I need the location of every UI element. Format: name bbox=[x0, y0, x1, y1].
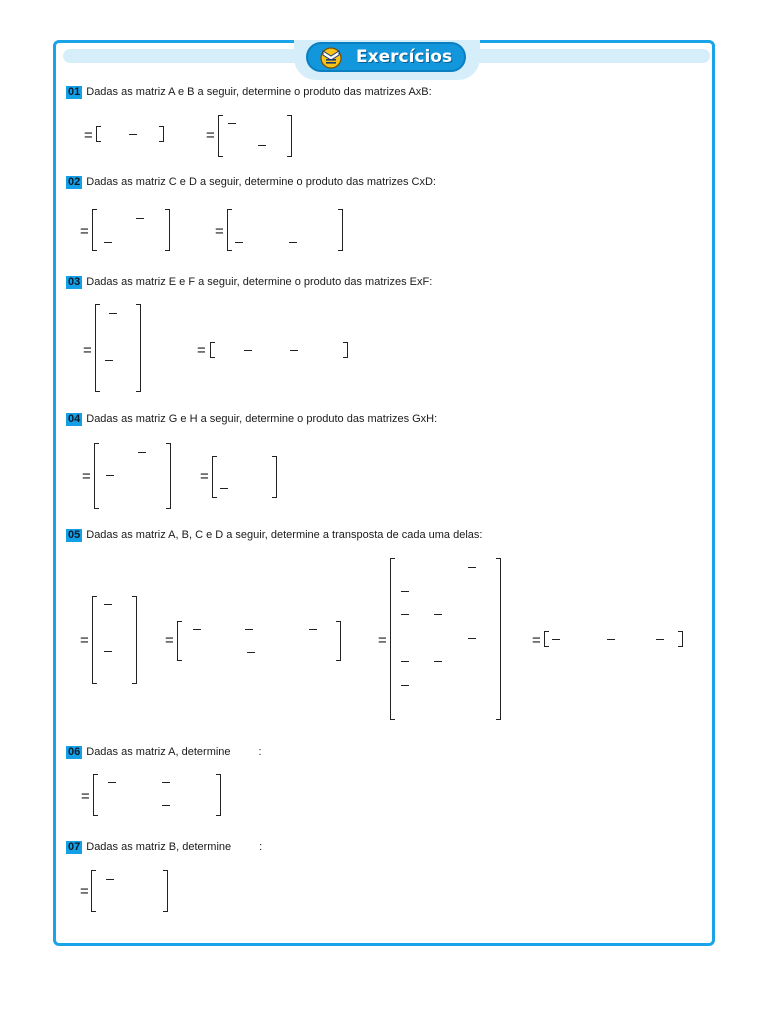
equals-sign: = bbox=[200, 468, 209, 485]
question-5 bbox=[66, 528, 482, 542]
header-band-left bbox=[63, 49, 299, 63]
page-title: Exercícios bbox=[356, 47, 453, 67]
matrix-a bbox=[96, 126, 164, 142]
question-text: Dadas as matriz E e F a seguir, determine o produto das matrizes ExF: bbox=[86, 276, 433, 288]
matrix-g bbox=[94, 443, 171, 509]
question-text: Dadas as matriz G e H a seguir, determine o produto das matrizes GxH: bbox=[86, 413, 438, 425]
question-7 bbox=[66, 840, 262, 854]
question-text: Dadas as matriz B, determine bbox=[86, 841, 232, 853]
equals-sign: = bbox=[165, 632, 174, 649]
matrix-h bbox=[212, 456, 277, 498]
matrix-b-5 bbox=[177, 621, 341, 661]
equals-sign: = bbox=[80, 223, 89, 240]
equals-sign: = bbox=[82, 468, 91, 485]
question-2 bbox=[66, 175, 436, 189]
question-suffix: : bbox=[259, 841, 263, 853]
question-number: 06 bbox=[68, 746, 81, 758]
matrix-c-5 bbox=[390, 558, 501, 720]
question-1 bbox=[66, 85, 432, 99]
equals-sign: = bbox=[206, 127, 215, 144]
matrix-b bbox=[218, 115, 292, 157]
question-6 bbox=[66, 745, 262, 759]
question-number: 02 bbox=[68, 176, 81, 188]
matrix-d-5 bbox=[544, 631, 683, 647]
question-text: Dadas as matriz A e B a seguir, determine o produto das matrizes AxB: bbox=[86, 86, 432, 98]
matrix-f bbox=[210, 342, 348, 358]
question-text: Dadas as matriz A, B, C e D a seguir, determine a transposta de cada uma delas: bbox=[86, 529, 483, 541]
matrix-b-7 bbox=[91, 870, 168, 912]
equals-sign: = bbox=[80, 632, 89, 649]
matrix-a-6 bbox=[93, 774, 221, 816]
book-icon bbox=[320, 47, 342, 69]
question-number: 07 bbox=[68, 841, 81, 853]
question-3 bbox=[66, 275, 432, 289]
question-suffix: : bbox=[258, 746, 262, 758]
question-number: 03 bbox=[68, 276, 81, 288]
matrix-a-5 bbox=[92, 596, 137, 684]
equals-sign: = bbox=[215, 223, 224, 240]
equals-sign: = bbox=[532, 632, 541, 649]
equals-sign: = bbox=[83, 342, 92, 359]
equals-sign: = bbox=[80, 883, 89, 900]
question-text: Dadas as matriz A, determine bbox=[86, 746, 231, 758]
equals-sign: = bbox=[84, 127, 93, 144]
matrix-e bbox=[95, 304, 141, 392]
matrix-c bbox=[92, 209, 170, 251]
header-badge bbox=[306, 42, 466, 72]
equals-sign: = bbox=[378, 632, 387, 649]
question-text: Dadas as matriz C e D a seguir, determine o produto das matrizes CxD: bbox=[86, 176, 436, 188]
question-4 bbox=[66, 412, 437, 426]
question-number: 01 bbox=[68, 86, 81, 98]
header-band-right bbox=[470, 49, 710, 63]
equals-sign: = bbox=[197, 342, 206, 359]
question-number: 05 bbox=[68, 529, 81, 541]
equals-sign: = bbox=[81, 788, 90, 805]
question-number: 04 bbox=[68, 413, 81, 425]
matrix-d bbox=[227, 209, 343, 251]
